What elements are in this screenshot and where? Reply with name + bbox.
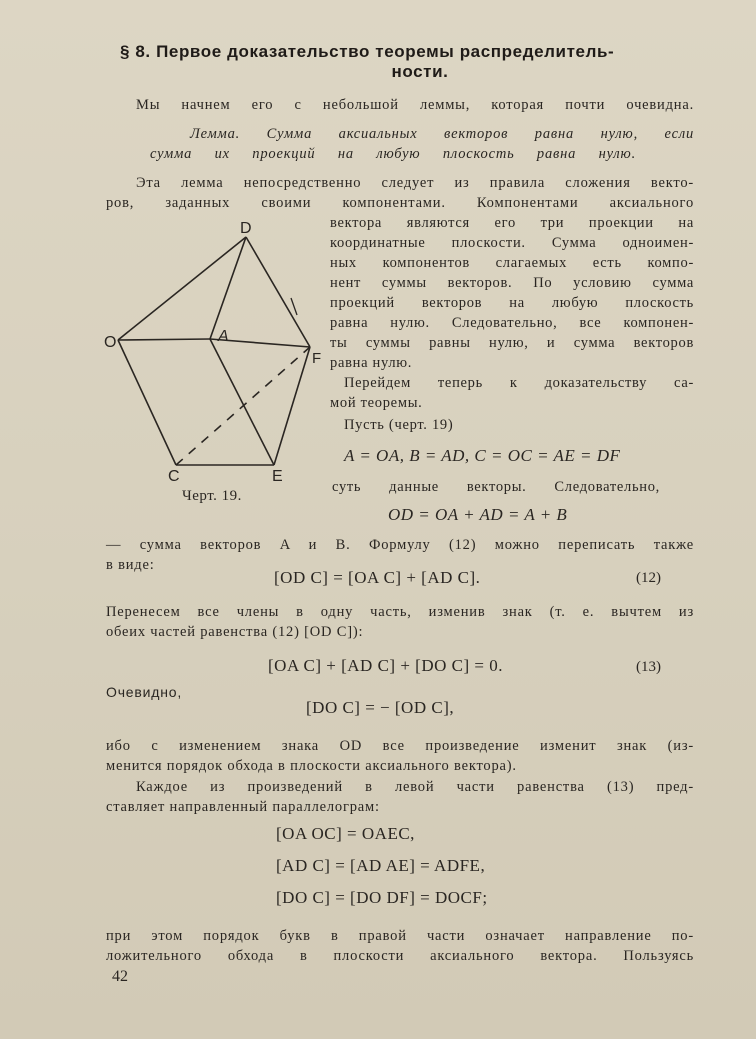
obviously-text: Очевидно, — [106, 684, 183, 700]
formula-adfe: [AD C] = [AD AE] = ADFE, — [276, 856, 486, 875]
equation-number-12: (12) — [636, 570, 661, 586]
sum-line-1: — сумма векторов A и B. Формулу (12) можно переписать также — [106, 537, 694, 553]
label-C: C — [168, 468, 180, 485]
tick-mark — [291, 298, 297, 315]
ibo-line-1: ибо с изменением знака OD все произведение изменит знак (из- — [106, 738, 694, 754]
edge-AE — [210, 339, 274, 465]
side-line-3: ных компонентов слагаемых есть компо- — [330, 255, 694, 271]
side-line-6: равна нулю. Следовательно, все компонен- — [330, 315, 694, 331]
label-A: A — [218, 328, 229, 345]
ibo-line-2: менится порядок обхода в плоскости аксиального вектора). — [106, 758, 517, 774]
lemma-line-2: сумма их проекций на любую плоскость равна нулю. — [150, 146, 636, 162]
side-line-4: нент суммы векторов. По условию сумма — [330, 275, 694, 291]
label-E: E — [272, 468, 283, 485]
title-line-2: ности. — [391, 62, 449, 81]
sum-line-2: в виде: — [106, 557, 155, 573]
side-line-2: координатные плоскости. Сумма одноимен- — [330, 235, 694, 251]
edge-OC — [118, 340, 176, 465]
edge-OA — [118, 339, 210, 340]
each-line-2: ставляет направленный параллелограм: — [106, 799, 380, 815]
side2-line-2: мой теоремы. — [330, 395, 423, 411]
edge-CF-dashed — [176, 347, 310, 465]
page-number: 42 — [112, 968, 128, 985]
section-title — [120, 42, 660, 82]
side-line-7: ты суммы равны нулю, и сумма векторов — [330, 335, 694, 351]
label-D: D — [240, 220, 252, 237]
side-line-8: равна нулю. — [330, 355, 413, 371]
parallelepiped-diagram — [104, 215, 328, 485]
side2-line-1: Перейдем теперь к доказательству са- — [344, 375, 694, 391]
move-line-1: Перенесем все члены в одну часть, изменив знак (т. е. вычтем из — [106, 604, 694, 620]
move-line-2: обеих частей равенства (12) [OD C]): — [106, 624, 364, 640]
side-line-5: проекций векторов на любую плоскость — [330, 295, 694, 311]
formula-docf: [DO C] = [DO DF] = DOCF; — [276, 888, 488, 907]
proof-line-2: ров, заданных своими компонентами. Компонентами аксиального — [106, 195, 694, 211]
label-O: O — [104, 334, 117, 351]
formula-given-vectors: A = OA, B = AD, C = OC = AE = DF — [344, 446, 621, 465]
proof-line-1: Эта лемма непосредственно следует из правила сложения векто- — [136, 175, 694, 191]
figure-19 — [104, 215, 328, 490]
formula-13: [OA C] + [AD C] + [DO C] = 0. — [268, 656, 503, 675]
equation-number-13: (13) — [636, 659, 661, 675]
edge-FE — [274, 347, 310, 465]
pust-line: Пусть (черт. 19) — [344, 417, 454, 433]
figure-caption: Черт. 19. — [182, 488, 242, 504]
formula-od-sum: OD = OA + AD = A + B — [388, 505, 568, 524]
given-line: суть данные векторы. Следовательно, — [332, 479, 660, 495]
lemma-line-1: Лемма. Сумма аксиальных векторов равна нулю, если — [190, 126, 694, 142]
last-line-2: ложительного обхода в плоскости аксиального вектора. Пользуясь — [106, 948, 694, 964]
side-line-1: вектора являются его три проекции на — [330, 215, 694, 231]
formula-12: [OD C] = [OA C] + [AD C]. — [274, 568, 481, 587]
title-line-1: § 8. Первое доказательство теоремы распределитель- — [120, 42, 615, 61]
intro-text: Мы начнем его с небольшой леммы, которая почти очевидна. — [136, 97, 694, 113]
edge-OD — [118, 237, 246, 340]
label-F: F — [312, 350, 322, 367]
formula-oaec: [OA OC] = OAEC, — [276, 824, 415, 843]
formula-do-od: [DO C] = − [OD C], — [306, 698, 455, 717]
each-line-1: Каждое из произведений в левой части равенства (13) пред- — [136, 779, 694, 795]
edge-DF — [246, 237, 310, 347]
last-line-1: при этом порядок букв в правой части означает направление по- — [106, 928, 694, 944]
